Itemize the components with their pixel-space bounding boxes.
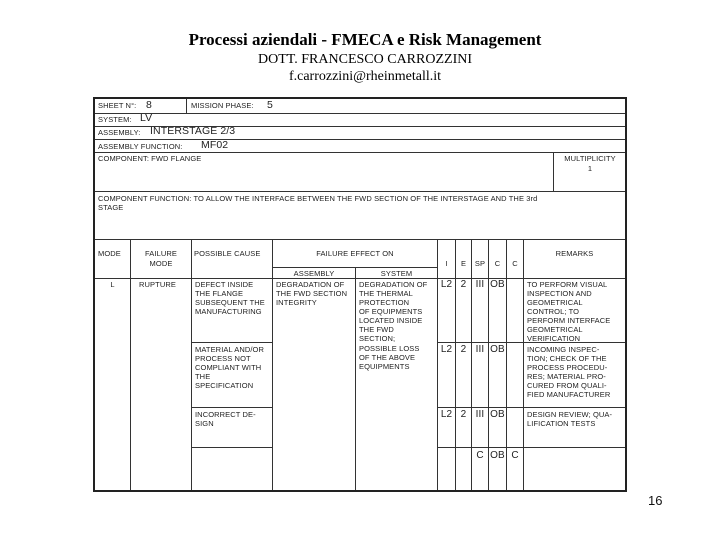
rule-cause-2 xyxy=(191,407,272,408)
rule-col-assembly xyxy=(355,267,356,490)
cause-line: MATERIAL AND/OR xyxy=(195,345,265,354)
row-c1-value: OB xyxy=(490,279,505,290)
rule-component-function xyxy=(95,239,625,240)
summary-c-value: C xyxy=(476,450,484,461)
cause-line: COMPLIANT WITH xyxy=(195,363,262,372)
row-sp-value: III xyxy=(475,279,485,290)
remarks-line: PERFORM INTERFACE xyxy=(527,316,611,325)
system-label: SYSTEM: xyxy=(98,115,132,124)
row-i-value: L2 xyxy=(440,344,453,355)
mission-phase-value: 5 xyxy=(267,99,273,111)
col-header-possible-cause: POSSIBLE CAUSE xyxy=(194,249,261,258)
cause-line: PROCESS NOT xyxy=(195,354,251,363)
remarks-line: CONTROL; TO xyxy=(527,307,580,316)
rule-assembly-function xyxy=(95,152,625,153)
remarks-line: TO PERFORM VISUAL xyxy=(527,280,608,289)
assembly-label: ASSEMBLY: xyxy=(98,128,141,137)
component-function-line1: COMPONENT FUNCTION: TO ALLOW THE INTERFACE BETWEEN THE FWD SECTION OF THE INTERSTAGE AND THE 3rd xyxy=(98,194,538,203)
col-header-system: SYSTEM xyxy=(380,269,413,278)
sheet-label: SHEET N°: xyxy=(98,101,137,110)
col-header-i: I xyxy=(445,259,448,268)
rule-col-mode xyxy=(130,239,131,490)
row-e-value: 2 xyxy=(460,344,467,355)
remarks-line: TION; CHECK OF THE xyxy=(527,354,607,363)
rule-assembly xyxy=(95,139,625,140)
rule-right-3 xyxy=(437,447,625,448)
system-effect-line: SECTION; xyxy=(359,334,396,343)
system-effect-line: THE FWD xyxy=(359,325,394,334)
slide-title: Processi aziendali - FMECA e Risk Management xyxy=(188,30,542,49)
remarks-line: GEOMETRICAL xyxy=(527,298,583,307)
mode-value: L xyxy=(110,280,115,289)
remarks-line: INCOMING INSPEC- xyxy=(527,345,600,354)
author-email: f.carrozzini@rheinmetall.it xyxy=(288,69,442,84)
system-effect-line: PROTECTION xyxy=(359,298,410,307)
col-header-e: E xyxy=(460,259,467,268)
mission-phase-label: MISSION PHASE: xyxy=(191,101,254,110)
rule-sheet xyxy=(95,113,625,114)
rule-sheet-divider xyxy=(186,99,187,113)
cause-line: SPECIFICATION xyxy=(195,381,254,390)
author-name: DOTT. FRANCESCO CARROZZINI xyxy=(257,52,473,67)
row-e-value: 2 xyxy=(460,409,467,420)
row-sp-value: III xyxy=(475,409,485,420)
remarks-line: VERIFICATION xyxy=(527,334,581,343)
system-effect-line: OF THE ABOVE xyxy=(359,353,416,362)
rule-right-2 xyxy=(437,407,625,408)
remarks-line: RES; MATERIAL PRO- xyxy=(527,372,606,381)
system-effect-line: EQUIPMENTS xyxy=(359,362,410,371)
cause-line: THE FLANGE xyxy=(195,289,244,298)
fmeca-worksheet xyxy=(93,97,627,492)
cause-line: SUBSEQUENT THE xyxy=(195,298,265,307)
rule-col-failure xyxy=(191,239,192,490)
page-number: 16 xyxy=(648,493,663,508)
multiplicity-value: 1 xyxy=(587,164,593,173)
failure-mode-value: RUPTURE xyxy=(139,280,176,289)
cause-line: INCORRECT DE- xyxy=(195,410,256,419)
col-header-c1: C xyxy=(494,259,501,268)
remarks-line: LIFICATION TESTS xyxy=(527,419,596,428)
summary-ob-value: OB xyxy=(490,450,505,461)
row-sp-value: III xyxy=(475,344,485,355)
col-header-mode: MODE xyxy=(98,249,121,258)
rule-component xyxy=(95,191,625,192)
system-effect-line: THE THERMAL xyxy=(359,289,413,298)
row-c1-value: OB xyxy=(490,344,505,355)
cause-line: MANUFACTURING xyxy=(195,307,262,316)
col-header-failure-mode-1: FAILURE xyxy=(145,249,177,258)
multiplicity-label: MULTIPLICITY xyxy=(564,154,616,163)
col-header-failure-mode-2: MODE xyxy=(149,259,173,268)
rule-cause-3 xyxy=(191,447,272,448)
col-header-assembly: ASSEMBLY xyxy=(293,269,335,278)
system-effect-line: POSSIBLE LOSS xyxy=(359,344,420,353)
remarks-line: GEOMETRICAL xyxy=(527,325,583,334)
system-value: LV xyxy=(140,112,153,124)
row-i-value: L2 xyxy=(440,409,453,420)
assembly-function-label: ASSEMBLY FUNCTION: xyxy=(98,142,183,151)
assembly-value: INTERSTAGE 2/3 xyxy=(150,125,236,137)
assembly-function-value: MF02 xyxy=(201,139,229,151)
col-header-remarks: REMARKS xyxy=(555,249,594,258)
col-header-failure-effect: FAILURE EFFECT ON xyxy=(316,249,394,258)
rule-col-i xyxy=(455,239,456,490)
assembly-effect-line: DEGRADATION OF xyxy=(276,280,345,289)
col-header-sp: SP xyxy=(474,259,486,268)
row-c1-value: OB xyxy=(490,409,505,420)
row-e-value: 2 xyxy=(460,279,467,290)
system-effect-line: OF EQUIPMENTS xyxy=(359,307,423,316)
rule-col-c2 xyxy=(523,239,524,490)
row-i-value: L2 xyxy=(440,279,453,290)
system-effect-line: DEGRADATION OF xyxy=(359,280,428,289)
cause-line: DEFECT INSIDE xyxy=(195,280,254,289)
assembly-effect-line: INTEGRITY xyxy=(276,298,317,307)
remarks-line: DESIGN REVIEW; QUA- xyxy=(527,410,613,419)
summary-c2-value: C xyxy=(511,450,519,461)
cause-line: THE xyxy=(195,372,211,381)
rule-cause-1 xyxy=(191,342,272,343)
sheet-value: 8 xyxy=(146,99,152,111)
remarks-line: FIED MANUFACTURER xyxy=(527,390,611,399)
remarks-line: CURED FROM QUALI- xyxy=(527,381,607,390)
remarks-line: PROCESS PROCEDU- xyxy=(527,363,608,372)
cause-line: SIGN xyxy=(195,419,214,428)
rule-col-system xyxy=(437,239,438,490)
col-header-c2: C xyxy=(512,259,518,268)
component-function-line2: STAGE xyxy=(98,203,124,212)
assembly-effect-line: THE FWD SECTION xyxy=(276,289,348,298)
system-effect-line: LOCATED INSIDE xyxy=(359,316,423,325)
component-label: COMPONENT: FWD FLANGE xyxy=(98,154,202,163)
remarks-line: INSPECTION AND xyxy=(527,289,592,298)
